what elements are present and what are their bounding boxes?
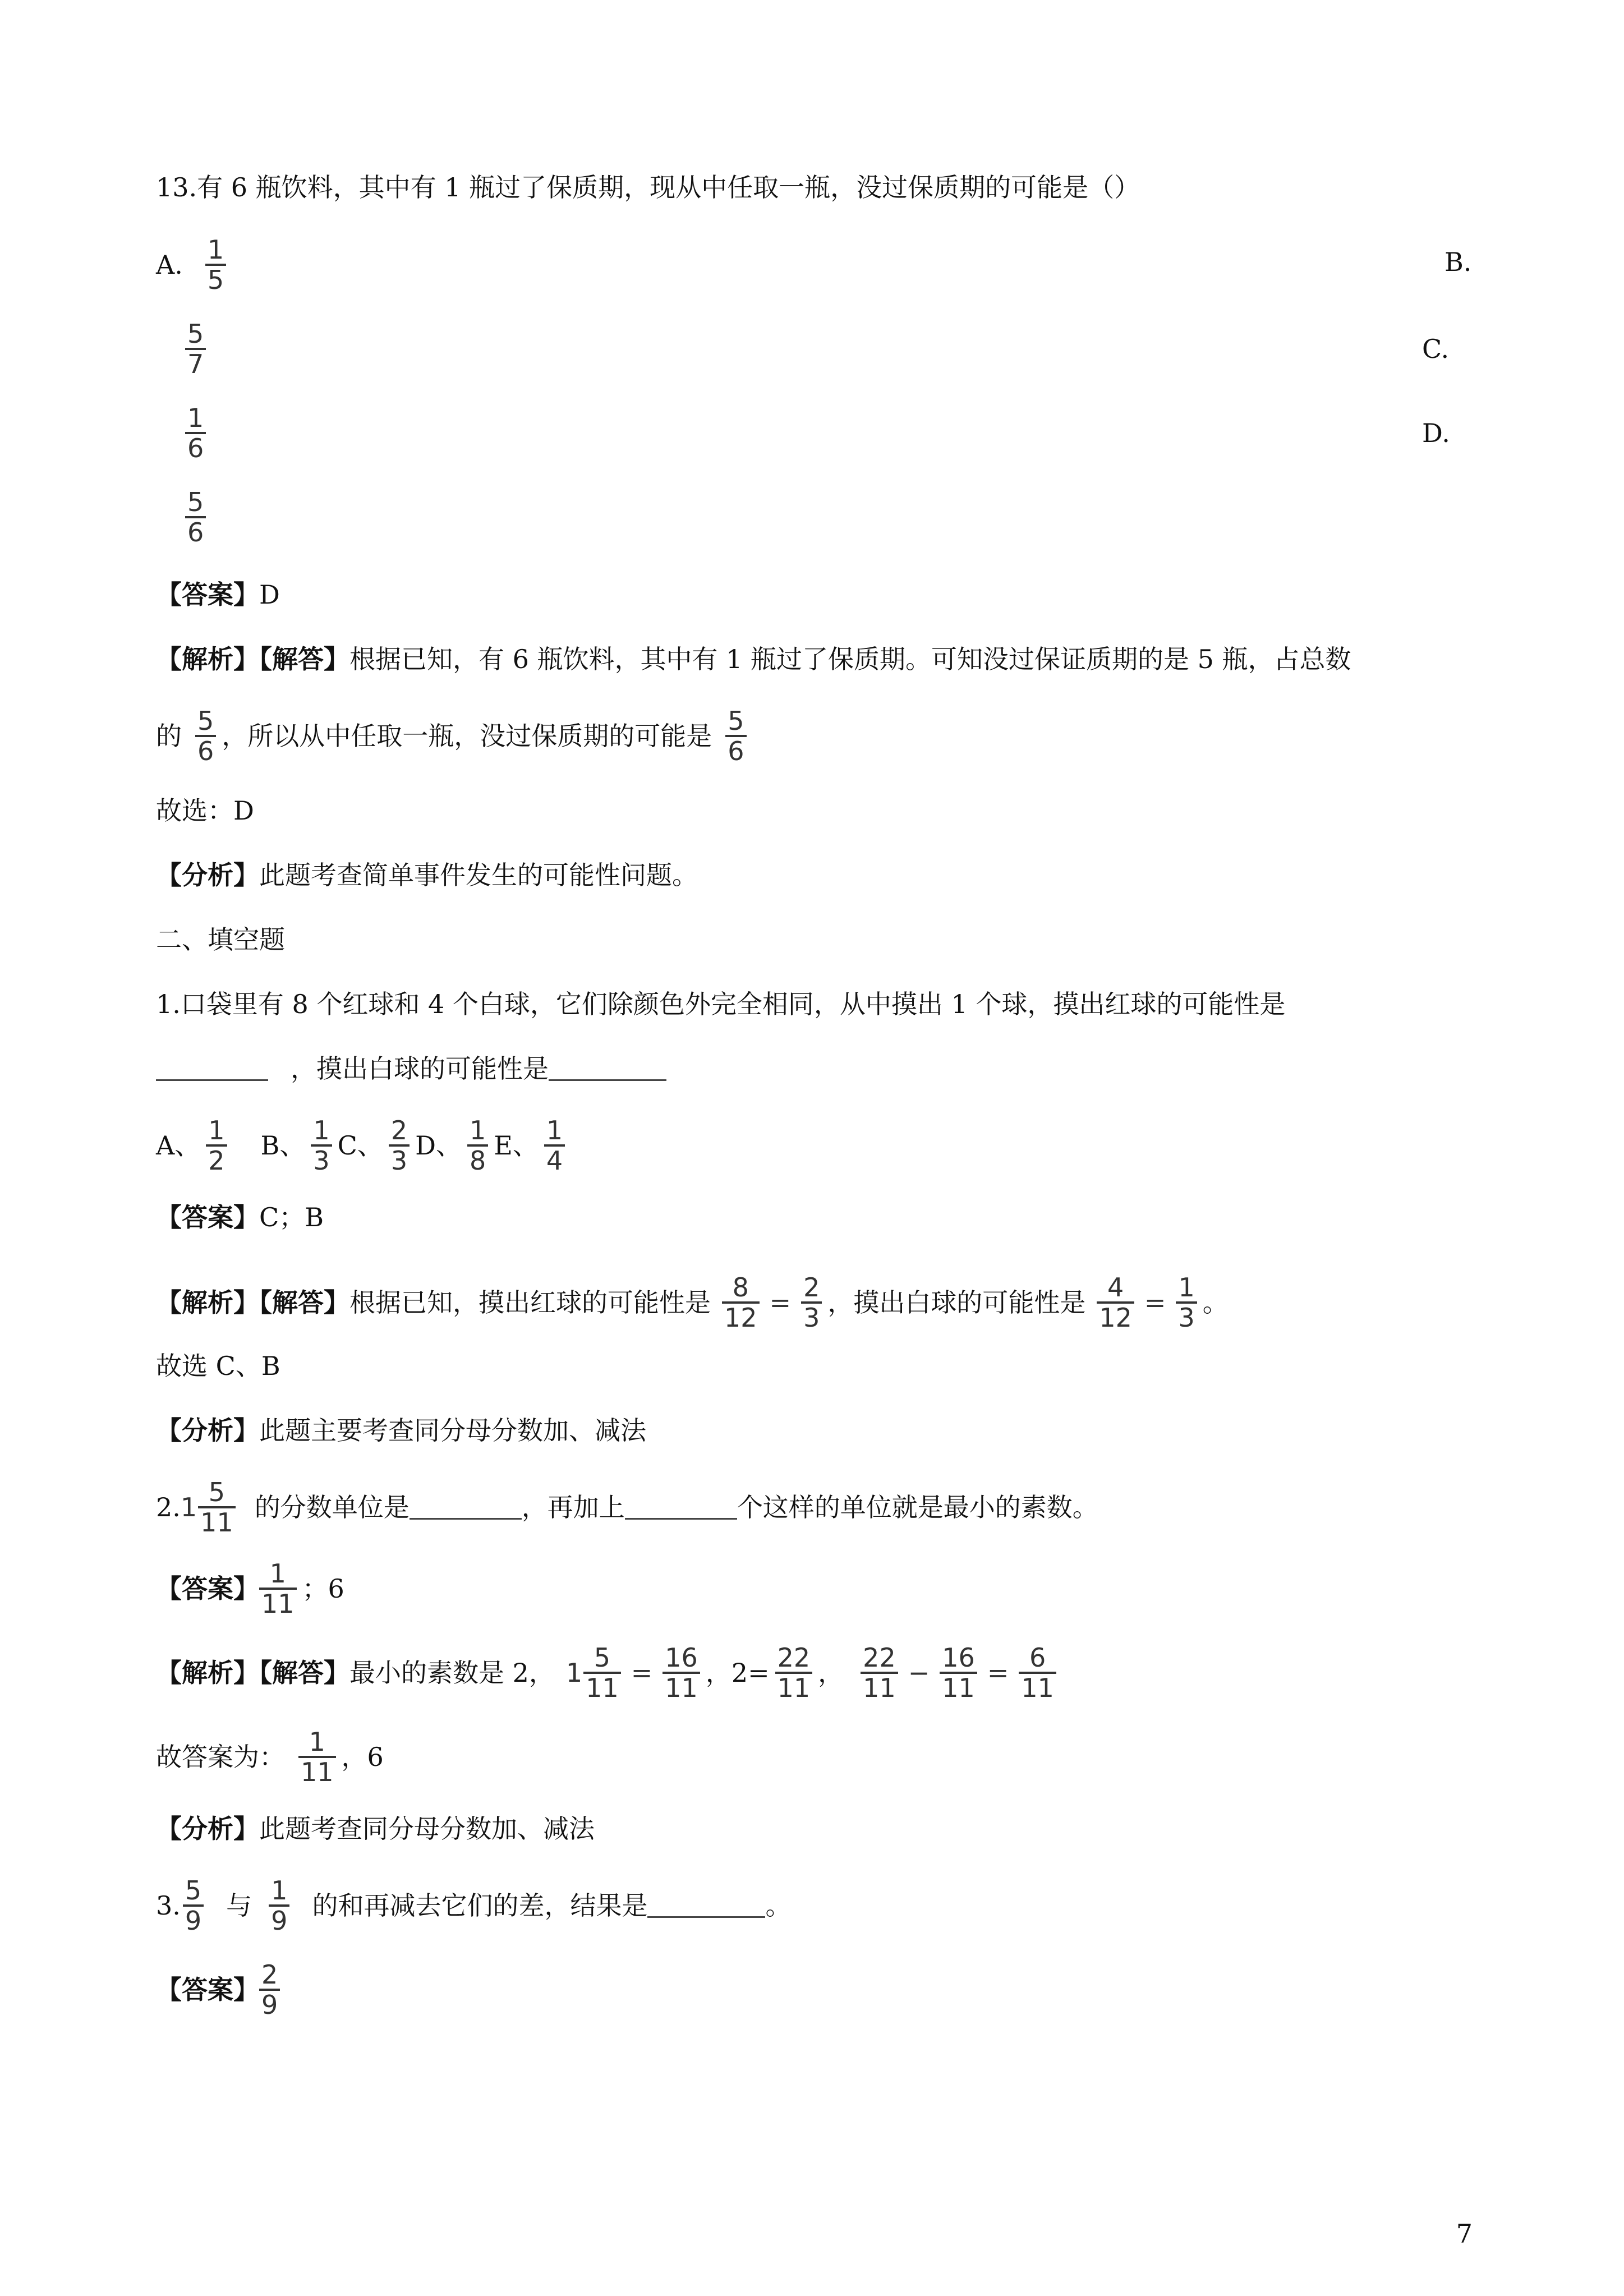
answer-tag: 【答案】 bbox=[156, 1202, 259, 1232]
denominator: 12 bbox=[1099, 1303, 1132, 1333]
minus-sign: − bbox=[908, 1658, 930, 1688]
numerator: 5 bbox=[187, 319, 204, 349]
equals-sign: = bbox=[631, 1658, 653, 1688]
fenxi-tag: 【分析】 bbox=[156, 860, 259, 890]
numerator: 5 bbox=[208, 1477, 226, 1507]
section-title-text: 二、填空题 bbox=[156, 924, 285, 955]
denominator: 3 bbox=[390, 1145, 408, 1176]
fenxi-tag: 【分析】 bbox=[156, 1814, 259, 1844]
white-fraction-1 bbox=[1097, 1273, 1134, 1332]
answer-tag: 【答案】 bbox=[156, 579, 259, 610]
whole-part: 1 bbox=[565, 1658, 583, 1688]
denominator: 11 bbox=[665, 1673, 698, 1703]
denominator: 11 bbox=[261, 1589, 295, 1619]
jiexi-text-pre: 最小的素数是 2， bbox=[349, 1658, 555, 1688]
answer-blank[interactable] bbox=[156, 1057, 268, 1081]
numerator: 5 bbox=[185, 1875, 202, 1906]
answer-value: D bbox=[259, 579, 280, 610]
final-fraction bbox=[298, 1728, 336, 1786]
denominator: 11 bbox=[301, 1757, 334, 1787]
option-d-fraction bbox=[185, 488, 206, 546]
q13-fenxi bbox=[156, 858, 698, 892]
answer-blank[interactable] bbox=[625, 1496, 737, 1520]
option-d-fraction bbox=[467, 1116, 488, 1175]
eq1-result-fraction bbox=[663, 1644, 700, 1702]
f1-stem-text: 1.口袋里有 8 个红球和 4 个白球，它们除颜色外完全相同，从中摸出 1 个球，摸出红球的可能性是 bbox=[156, 989, 1286, 1019]
option-c-label: C. bbox=[1422, 334, 1450, 364]
f2-answer bbox=[156, 1559, 344, 1618]
jiexi-fraction-1 bbox=[195, 707, 216, 765]
numerator: 1 bbox=[309, 1727, 325, 1757]
eq3-fraction-b bbox=[940, 1644, 977, 1702]
fenxi-tag: 【分析】 bbox=[156, 1415, 259, 1446]
numerator: 1 bbox=[469, 1115, 486, 1145]
page-number: 7 bbox=[1456, 2219, 1473, 2249]
option-a-fraction bbox=[206, 1116, 227, 1175]
denominator: 6 bbox=[728, 736, 744, 766]
mixed-number bbox=[181, 1478, 241, 1536]
whole-part: 1 bbox=[180, 1492, 197, 1522]
option-d-label: D、 bbox=[415, 1130, 462, 1161]
answer-blank[interactable] bbox=[647, 1894, 765, 1918]
denominator: 11 bbox=[200, 1507, 233, 1538]
denominator: 3 bbox=[1178, 1303, 1195, 1333]
equals-sign: = bbox=[987, 1658, 1009, 1688]
option-a-fraction bbox=[205, 236, 226, 294]
q13-stem-text: 13.有 6 瓶饮料，其中有 1 瓶过了保质期，现从中任取一瓶，没过保质期的可能是（） bbox=[156, 172, 1140, 203]
numerator: 4 bbox=[1107, 1272, 1124, 1303]
choose-text: 故选 C、B bbox=[156, 1351, 280, 1381]
denominator: 7 bbox=[187, 349, 204, 379]
denominator: 6 bbox=[187, 517, 204, 547]
numerator: 1 bbox=[1178, 1272, 1195, 1303]
fenxi-text: 此题考查简单事件发生的可能性问题。 bbox=[259, 860, 698, 890]
red-fraction-2 bbox=[801, 1273, 822, 1332]
jiexi-text-pre: 的 bbox=[156, 721, 182, 751]
numerator: 1 bbox=[546, 1115, 563, 1145]
final-rest: ，6 bbox=[341, 1742, 384, 1772]
jiexi-tag: 【解析】【解答】 bbox=[156, 1658, 349, 1688]
choose-text: 故选：D bbox=[156, 795, 254, 826]
denominator: 11 bbox=[1021, 1673, 1054, 1703]
option-b-fraction bbox=[311, 1116, 332, 1175]
numerator: 5 bbox=[197, 706, 214, 736]
comma: ， bbox=[818, 1658, 844, 1688]
denominator: 11 bbox=[942, 1673, 975, 1703]
jiexi-text-mid: ，所以从中任取一瓶，没过保质期的可能是 bbox=[222, 721, 712, 751]
answer-fraction bbox=[259, 1961, 280, 2019]
f2-final bbox=[156, 1728, 384, 1786]
jiexi-fraction-2 bbox=[725, 707, 746, 765]
fraction-a bbox=[183, 1876, 204, 1935]
numerator: 5 bbox=[728, 706, 744, 736]
section-title bbox=[156, 923, 285, 956]
denominator: 11 bbox=[586, 1673, 619, 1703]
q13-answer bbox=[156, 578, 280, 611]
denominator: 8 bbox=[469, 1145, 486, 1176]
numerator: 5 bbox=[187, 487, 204, 517]
f1-choose bbox=[156, 1349, 280, 1383]
numerator: 1 bbox=[271, 1875, 288, 1906]
eq3-fraction-a bbox=[861, 1644, 898, 1702]
denominator: 5 bbox=[207, 265, 224, 295]
fraction-part bbox=[198, 1478, 236, 1536]
denominator: 3 bbox=[803, 1303, 820, 1333]
numerator: 5 bbox=[594, 1642, 611, 1673]
f1-jiexi bbox=[156, 1273, 1229, 1332]
numerator: 16 bbox=[942, 1642, 975, 1673]
fraction-b bbox=[269, 1876, 289, 1935]
q13-jiexi-line1 bbox=[156, 642, 1351, 676]
answer-tag: 【答案】 bbox=[156, 1573, 259, 1604]
numerator: 22 bbox=[863, 1642, 896, 1673]
f3-stem bbox=[156, 1876, 791, 1935]
eq3-result-fraction bbox=[1019, 1644, 1056, 1702]
equals-sign: = bbox=[769, 1287, 792, 1318]
f1-stem2-text: ，摸出白球的可能性是 bbox=[291, 1053, 549, 1084]
q13-jiexi-line2 bbox=[156, 707, 752, 765]
q13-option-a bbox=[156, 236, 232, 294]
denominator: 6 bbox=[187, 433, 204, 463]
denominator: 9 bbox=[185, 1906, 202, 1936]
option-a-label: A、 bbox=[156, 1130, 201, 1161]
numerator: 1 bbox=[208, 1115, 225, 1145]
denominator: 6 bbox=[197, 736, 214, 766]
jiexi-text-end: 。 bbox=[1202, 1287, 1229, 1318]
q13-option-c-value bbox=[180, 404, 211, 462]
numerator: 1 bbox=[207, 234, 224, 265]
numerator: 1 bbox=[187, 403, 204, 433]
option-b-fraction bbox=[185, 320, 206, 378]
denominator: 11 bbox=[777, 1673, 811, 1703]
f1-fenxi bbox=[156, 1414, 646, 1447]
q13-option-b-value bbox=[180, 320, 211, 378]
conjunction: 与 bbox=[226, 1890, 252, 1921]
eq2-result-fraction bbox=[775, 1644, 813, 1702]
f1-answer bbox=[156, 1200, 324, 1234]
denominator: 12 bbox=[724, 1303, 757, 1333]
f1-stem bbox=[156, 987, 1285, 1021]
option-a-label: A. bbox=[156, 250, 183, 280]
denominator: 11 bbox=[863, 1673, 896, 1703]
f2-fenxi bbox=[156, 1812, 595, 1846]
q13-option-d-value bbox=[180, 488, 211, 546]
denominator: 9 bbox=[271, 1906, 288, 1936]
fenxi-text: 此题主要考查同分母分数加、减法 bbox=[259, 1415, 646, 1446]
answer-rest: ；6 bbox=[302, 1573, 344, 1604]
jiexi-text: 根据已知，有 6 瓶饮料，其中有 1 瓶过了保质期。可知没过保证质期的是 5 瓶，占总数 bbox=[349, 644, 1351, 674]
numerator: 16 bbox=[665, 1642, 698, 1673]
answer-fraction bbox=[259, 1559, 297, 1618]
option-d-label: D. bbox=[1422, 418, 1450, 448]
option-b-label: B、 bbox=[260, 1130, 306, 1161]
answer-tag: 【答案】 bbox=[156, 1975, 259, 2005]
eq2-text: ，2= bbox=[705, 1658, 770, 1688]
denominator: 9 bbox=[261, 1990, 278, 2020]
question-number: 3. bbox=[156, 1890, 181, 1921]
f1-stem2 bbox=[156, 1052, 666, 1085]
denominator: 4 bbox=[546, 1145, 563, 1176]
option-b-label: B. bbox=[1444, 247, 1472, 277]
f2-stem bbox=[156, 1478, 1098, 1536]
final-text: 故答案为： bbox=[156, 1742, 285, 1772]
option-c-fraction bbox=[185, 404, 206, 462]
option-e-fraction bbox=[544, 1116, 565, 1175]
numerator: 22 bbox=[777, 1642, 811, 1673]
f1-options bbox=[156, 1116, 571, 1175]
stem-text-a: 的分数单位是 bbox=[254, 1492, 410, 1522]
numerator: 6 bbox=[1029, 1642, 1046, 1673]
jiexi-text-mid: ，摸出白球的可能性是 bbox=[827, 1287, 1086, 1318]
q13-choose bbox=[156, 794, 254, 827]
mixed-number bbox=[566, 1644, 627, 1702]
numerator: 1 bbox=[269, 1558, 286, 1589]
jiexi-text-pre: 根据已知，摸出红球的可能性是 bbox=[349, 1287, 711, 1318]
denominator: 2 bbox=[208, 1145, 225, 1176]
stem-text: 的和再减去它们的差，结果是 bbox=[312, 1890, 648, 1921]
option-c-fraction bbox=[389, 1116, 410, 1175]
equals-sign: = bbox=[1144, 1287, 1166, 1318]
white-fraction-2 bbox=[1176, 1273, 1197, 1332]
denominator: 3 bbox=[313, 1145, 330, 1176]
option-c-label: C、 bbox=[337, 1130, 383, 1161]
numerator: 2 bbox=[803, 1272, 820, 1303]
numerator: 2 bbox=[261, 1959, 278, 1990]
q13-stem bbox=[156, 171, 1140, 204]
stem-text-c: 个这样的单位就是最小的素数。 bbox=[737, 1492, 1098, 1522]
f2-jiexi bbox=[156, 1644, 1062, 1702]
numerator: 8 bbox=[732, 1272, 749, 1303]
numerator: 2 bbox=[390, 1115, 408, 1145]
f3-answer bbox=[156, 1961, 286, 2019]
jiexi-tag: 【解析】【解答】 bbox=[156, 644, 349, 674]
answer-value: C；B bbox=[259, 1202, 324, 1232]
stem-text-b: ，再加上 bbox=[521, 1492, 625, 1522]
answer-blank[interactable] bbox=[410, 1496, 522, 1520]
jiexi-tag: 【解析】【解答】 bbox=[156, 1287, 349, 1318]
answer-blank[interactable] bbox=[549, 1057, 666, 1081]
question-number: 2. bbox=[156, 1492, 181, 1522]
red-fraction-1 bbox=[722, 1273, 760, 1332]
fenxi-text: 此题考查同分母分数加、减法 bbox=[259, 1814, 595, 1844]
option-e-label: E、 bbox=[494, 1130, 539, 1161]
stem-end: 。 bbox=[765, 1890, 792, 1921]
numerator: 1 bbox=[313, 1115, 330, 1145]
fraction-part bbox=[583, 1644, 621, 1702]
